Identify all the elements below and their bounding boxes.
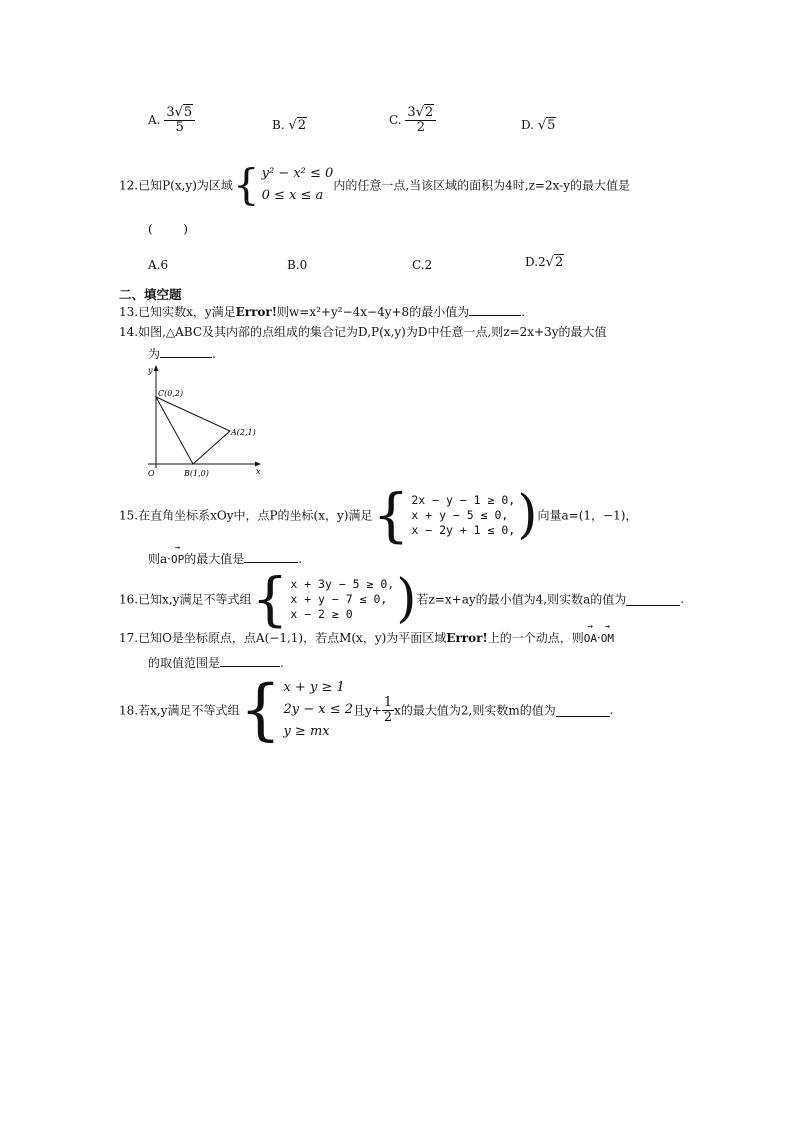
q15-inequality-system: { 2x − y − 1 ≥ 0, x + y − 5 ≤ 0, x − 2y + 1 ≤ 0, ): [372, 481, 538, 549]
section-heading-fill-in: 二、填空题: [119, 287, 182, 302]
q12-option-a: A.6: [148, 258, 169, 272]
question-15-line2: 则a·→ OP的最大值是 .: [148, 550, 302, 567]
q11-option-d: D. √5: [521, 118, 556, 133]
question-18: 18.若x,y满足不等式组 { x + y ≥ 1 2y − x ≤ 2 y ≥ mx 且y+ $\frac{1}{2}$ x的最大值为2,则实数m的值为 .: [119, 671, 614, 748]
y-axis-label: y: [148, 366, 153, 375]
x-axis-arrow: [255, 462, 261, 467]
point-b-label: B(1,0): [184, 469, 209, 478]
q11-option-b: B. √2: [272, 118, 307, 133]
q13-answer-blank[interactable]: [469, 303, 521, 316]
x-axis-label: x: [256, 467, 261, 476]
q12-options: [148, 255, 668, 277]
q16-inequality-system: { x + 3y − 5 ≥ 0, x + y − 7 ≤ 0, x − 2 ≥ 0 ): [251, 565, 417, 633]
q18-inequality-system: { x + y ≥ 1 2y − x ≤ 2 y ≥ mx: [239, 671, 353, 748]
y-axis-arrow: [154, 365, 159, 371]
origin-label: O: [148, 469, 155, 478]
q12-option-d: D.2√2: [525, 255, 564, 270]
q11-c-fraction: $\frac{3√2}{2}$: [405, 106, 436, 134]
q11-option-c: C. $\frac{3√2}{2}$: [389, 106, 436, 134]
question-14-line2: 为 .: [148, 347, 216, 361]
q18-fraction: $\frac{1}{2}$: [383, 694, 393, 725]
q17-answer-blank[interactable]: [220, 654, 280, 667]
point-a-label: A(2,1): [231, 428, 256, 437]
triangle-abc: [156, 397, 230, 464]
q12-option-c: C.2: [412, 258, 433, 272]
q12-paren: ( ): [148, 222, 188, 236]
q14-answer-blank[interactable]: [160, 345, 212, 358]
q15-answer-blank[interactable]: [244, 550, 298, 563]
triangle-figure: [140, 364, 270, 480]
question-13: 13.已知实数x，y满足Error!则w=x²+y²−4x−4y+8的最小值为 .: [119, 305, 526, 319]
question-17-line2: 的取值范围是 .: [148, 656, 284, 670]
question-15: 15.在直角坐标系xOy中，点P的坐标(x，y)满足 { 2x − y − 1 ≥ 0, x + y − 5 ≤ 0, x − 2y + 1 ≤ 0, ) 向量a=(1，−1)，: [119, 481, 638, 549]
question-16: 16.已知x,y满足不等式组 { x + 3y − 5 ≥ 0, x + y − 7 ≤ 0, x − 2 ≥ 0 ) 若z=x+ay的最小值为4,则实数a的值为 .: [119, 565, 685, 633]
point-c-label: C(0,2): [158, 389, 184, 398]
question-12: 12.已知P(x,y)为区域 { y² − x² ≤ 0 0 ≤ x ≤ a 内的任意一点,当该区域的面积为4时,z=2x-y的最大值是: [119, 160, 630, 209]
q18-answer-blank[interactable]: [556, 704, 610, 717]
q16-answer-blank[interactable]: [626, 593, 680, 606]
q11-options: [148, 106, 668, 150]
q11-a-fraction: $\frac{3√5}{5}$: [164, 106, 195, 134]
q12-inequality-system: { y² − x² ≤ 0 0 ≤ x ≤ a: [232, 160, 334, 209]
question-17: 17.已知O是坐标原点，点A(−1,1)，若点M(x，y)为平面区域Error!上的一个动点，则→ OA·→ OM: [119, 629, 614, 646]
question-14-line1: 14.如图,△ABC及其内部的点组成的集合记为D,P(x,y)为D中任意一点,则z=2x+3y的最大值: [119, 325, 607, 339]
q12-option-b: B.0: [287, 258, 308, 272]
q11-option-a: A. $\frac{3√5}{5}$: [148, 106, 195, 134]
